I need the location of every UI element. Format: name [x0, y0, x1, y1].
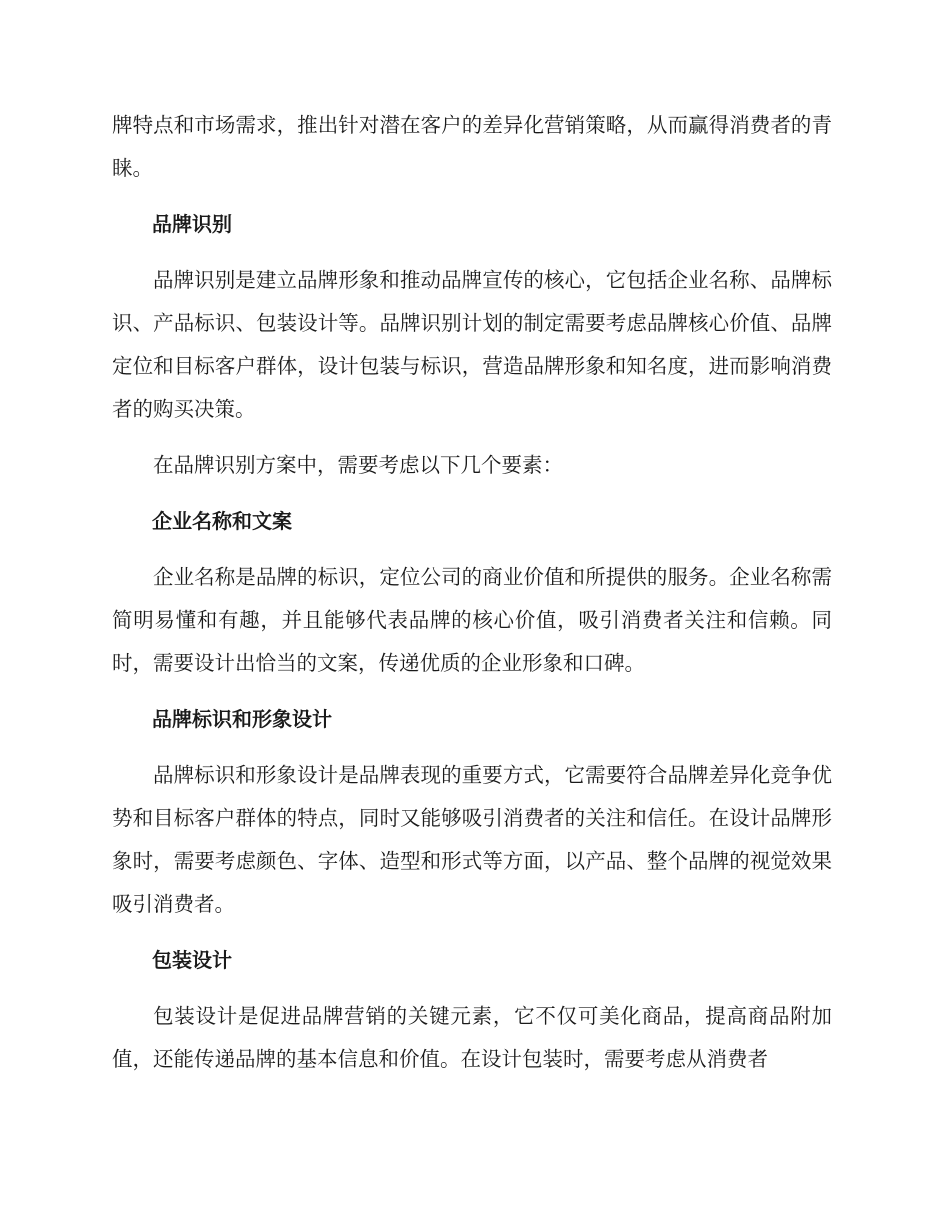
paragraph-company-name: 企业名称是品牌的标识，定位公司的商业价值和所提供的服务。企业名称需简明易懂和有趣，并且能够代表品牌的核心价值，吸引消费者关注和信赖。同时，需要设计出恰当的文案，传递优质的企业形象和口碑。 [112, 565, 832, 675]
document-body [112, 104, 832, 1094]
section-heading-logo-design: 品牌标识和形象设计 [152, 707, 332, 731]
section-heading-company-name: 企业名称和文案 [152, 509, 292, 533]
section-heading-brand-identity: 品牌识别 [152, 212, 232, 236]
paragraph-elements-intro: 在品牌识别方案中，需要考虑以下几个要素： [153, 453, 563, 477]
paragraph-continued: 牌特点和市场需求，推出针对潜在客户的差异化营销策略，从而赢得消费者的青睐。 [112, 113, 832, 180]
paragraph-brand-identity: 品牌识别是建立品牌形象和推动品牌宣传的核心，它包括企业名称、品牌标识、产品标识、包装设计等。品牌识别计划的制定需要考虑品牌核心价值、品牌定位和目标客户群体，设计包装与标识，营造品牌形象和知名度，进而影响消费者的购买决策。 [112, 268, 832, 421]
paragraph-logo-design: 品牌标识和形象设计是品牌表现的重要方式，它需要符合品牌差异化竞争优势和目标客户群体的特点，同时又能够吸引消费者的关注和信任。在设计品牌形象时，需要考虑颜色、字体、造型和形式等方面，以产品、整个品牌的视觉效果吸引消费者。 [112, 763, 832, 916]
section-heading-packaging: 包装设计 [152, 948, 232, 972]
paragraph-packaging: 包装设计是促进品牌营销的关键元素，它不仅可美化商品，提高商品附加值，还能传递品牌的基本信息和价值。在设计包装时，需要考虑从消费者 [112, 1004, 832, 1071]
